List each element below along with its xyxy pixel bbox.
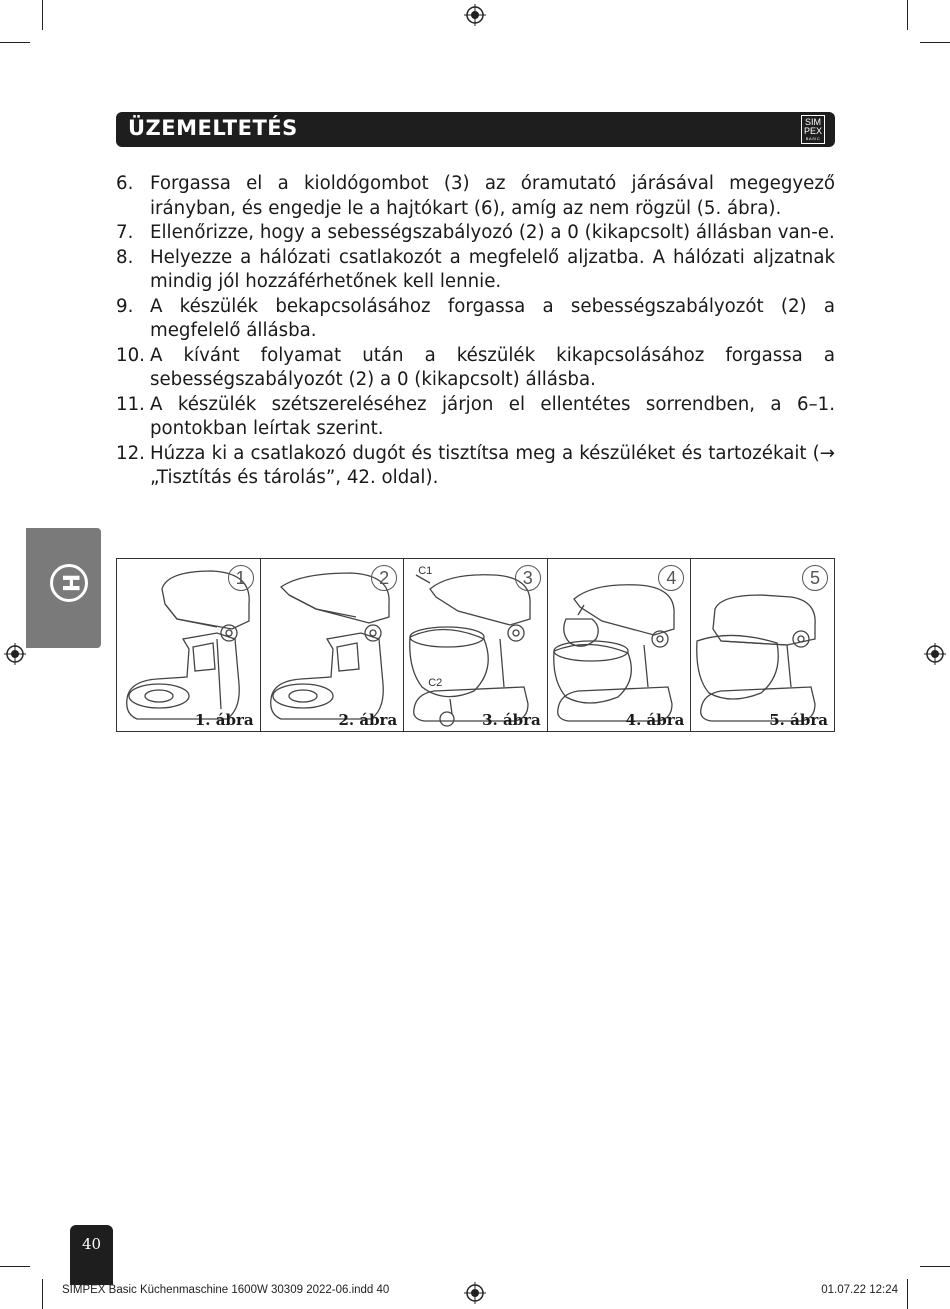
- crop-mark: [907, 1279, 908, 1309]
- page-number: 40: [81, 1235, 102, 1253]
- operation-steps: [116, 172, 835, 491]
- figure-caption: 5. ábra: [769, 711, 828, 729]
- step-number: 11.: [116, 393, 145, 415]
- figure-caption: 1. ábra: [194, 711, 254, 729]
- crop-mark: [42, 1279, 43, 1309]
- registration-mark-icon: [464, 1282, 486, 1304]
- step-number: 12.: [116, 442, 145, 464]
- crop-mark: [920, 1266, 950, 1267]
- section-header: [116, 112, 835, 147]
- list-item: [116, 393, 835, 442]
- crop-mark: [0, 1266, 30, 1267]
- step-number: 8.: [116, 246, 134, 268]
- figure-panel: [261, 559, 405, 731]
- step-number: 7.: [116, 222, 134, 243]
- figure-caption: 2. ábra: [338, 711, 398, 729]
- step-number: 10.: [116, 344, 145, 366]
- list-item: [116, 246, 835, 295]
- figure-strip: [116, 558, 835, 732]
- section-title: ÜZEMELTETÉS: [128, 116, 298, 140]
- list-item: [116, 344, 835, 393]
- logo-line3: BASIC: [805, 136, 821, 141]
- step-text: A készülék szétszereléséhez járjon el ellentétes sorrendben, a 6–1. pontokban leírtak szerint.: [150, 393, 835, 439]
- simpex-logo: [801, 115, 825, 144]
- logo-line1: SIM: [804, 117, 821, 127]
- figure-number: 2: [371, 565, 397, 591]
- page-number-tab: [70, 1225, 113, 1285]
- figure-number: 4: [658, 565, 684, 591]
- figure-caption: 4. ábra: [625, 711, 685, 729]
- step-number: 9.: [116, 295, 134, 317]
- step-text: A készülék bekapcsolásához forgassa a sebességszabályozót (2) a megfelelő állásba.: [150, 295, 835, 341]
- step-text: Helyezze a hálózati csatlakozót a megfelelő aljzatba. A hálózati aljzatnak mindig jól hozzáférhetőnek kell lennie.: [150, 246, 835, 292]
- figure-caption: 3. ábra: [482, 711, 541, 729]
- list-item: [116, 295, 835, 344]
- figure-panel: [548, 559, 692, 731]
- figure-number: 5: [802, 565, 828, 591]
- crop-mark: [0, 42, 30, 43]
- figure-panel: [404, 559, 548, 731]
- callout-c1: C1: [418, 565, 433, 577]
- step-text: A kívánt folyamat után a készülék kikapcsolásához forgassa a sebességszabályozót (2) a 0 (kikapcsolt) állásba.: [150, 344, 835, 390]
- registration-mark-icon: [924, 643, 946, 665]
- callout-c2: C2: [428, 677, 443, 689]
- step-number: 6.: [116, 173, 134, 194]
- footer-timestamp: 01.07.22 12:24: [821, 1284, 898, 1296]
- step-text: Ellenőrizze, hogy a sebességszabályozó (2) a 0 (kikapcsolt) állásban van-e.: [150, 222, 835, 243]
- step-text: Forgassa el a kioldógombot (3) az óramutató járásával megegyező irányban, és engedje le a hajtókart (6), amíg az nem rögzül (5. ábra).: [150, 173, 835, 219]
- language-tab: [26, 528, 101, 648]
- logo-line2: PEX: [803, 126, 822, 136]
- crop-mark: [907, 0, 908, 30]
- list-item: [116, 221, 835, 246]
- crop-mark: [42, 0, 43, 30]
- figure-number: 3: [515, 565, 541, 591]
- figure-number: 1: [228, 565, 254, 591]
- list-item: [116, 442, 835, 491]
- registration-mark-icon: [4, 643, 26, 665]
- figure-panel: [691, 559, 834, 731]
- footer-file-info: SIMPEX Basic Küchenmaschine 1600W 30309 2022-06.indd 40: [62, 1284, 390, 1296]
- list-item: [116, 172, 835, 221]
- registration-mark-icon: [464, 4, 486, 26]
- figure-panel: [117, 559, 261, 731]
- crop-mark: [920, 42, 950, 43]
- language-letter: H: [57, 573, 82, 593]
- language-badge: [50, 564, 88, 602]
- step-text: Húzza ki a csatlakozó dugót és tisztítsa meg a készüléket és tartozékait (→ „Tisztítás és tárolás”, 42. oldal).: [150, 442, 835, 488]
